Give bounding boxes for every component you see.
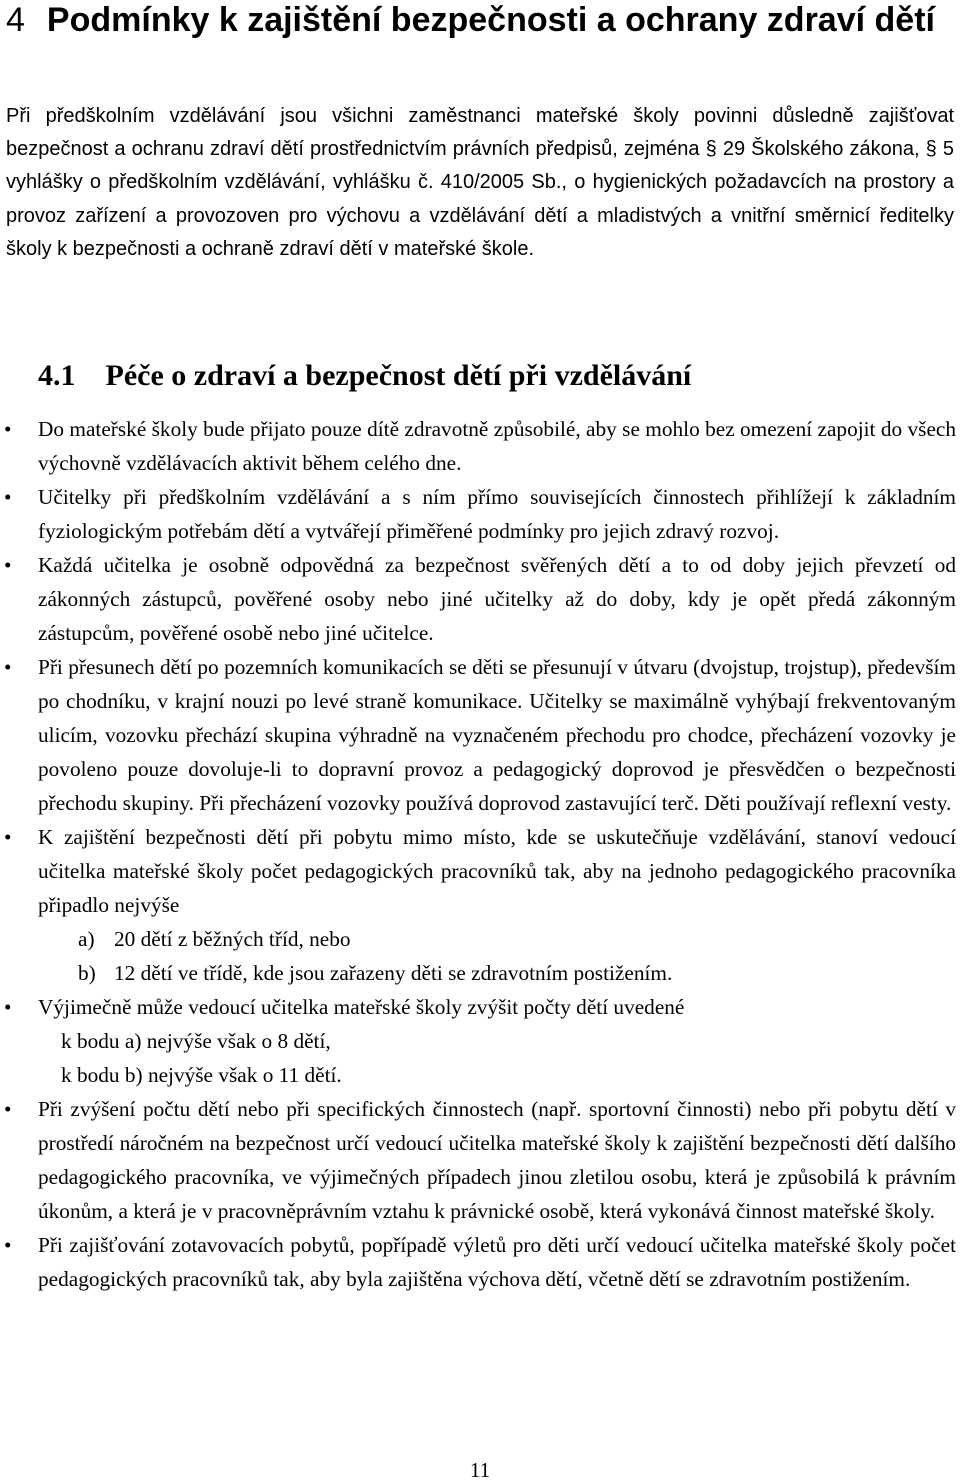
list-item [0,480,956,548]
bullet-icon: • [4,1097,12,1121]
bullet-list [0,412,956,1296]
sub-line: k bodu a) nejvýše však o 8 dětí, [61,1029,331,1053]
list-item-text: Učitelky při předškolním vzdělávání a s ním přímo souvisejících činnostech přihlížejí k základním fyziologickým potřebám dětí a vytvářejí přiměřené podmínky pro jejich zdravý rozvoj. [38,485,956,543]
sub-line: k bodu b) nejvýše však o 11 dětí. [61,1063,342,1087]
bullet-icon: • [4,825,12,849]
sub-item-text: 12 dětí ve třídě, kde jsou zařazeny děti se zdravotním postižením. [114,961,673,985]
list-item-text: Při zajišťování zotavovacích pobytů, popřípadě výletů pro děti určí vedoucí učitelka mateřské školy počet pedagogických pracovníků tak, aby byla zajištěna výchova dětí, včetně dětí se zdravotním postižením. [38,1233,956,1291]
list-item [0,1228,956,1296]
sub-item-label: b) [78,961,96,985]
bullet-icon: • [4,417,12,441]
list-item [0,412,956,480]
chapter-title: Podmínky k zajištění bezpečnosti a ochrany zdraví dětí [46,1,935,39]
bullet-icon: • [4,553,12,577]
sub-item-text: 20 dětí z běžných tříd, nebo [114,927,351,951]
list-item [0,548,956,650]
page-number: 11 [469,1458,491,1482]
sub-item-label: a) [78,927,95,951]
sub-item [38,922,956,956]
list-item [0,820,956,990]
list-item-text: Každá učitelka je osobně odpovědná za bezpečnost svěřených dětí a to od doby jejich převzetí od zákonných zástupců, pověřené osoby nebo jiné učitelky až do doby, kdy je opět předá zákonným zástupcům, pověřené osobě nebo jiné učitelce. [38,553,956,645]
list-item-text: Při přesunech dětí po pozemních komunikacích se děti se přesunují v útvaru (dvojstup, trojstup), především po chodníku, v krajní nouzi po levé straně komunikace. Učitelky se maximálně vyhýbají frekventovaným ulicím, vozovku přechází skupina výhradně na vyznačeném přechodu pro chodce, přecházení vozovky je povoleno pouze dovoluje-li to dopravní provoz a pedagogický doprovod je přesvědčen o bezpečnosti přechodu skupiny. Při přecházení vozovky používá doprovod zastavující terč. Děti používají reflexní vesty. [38,655,956,815]
list-item-text: K zajištění bezpečnosti dětí při pobytu mimo místo, kde se uskutečňuje vzdělávání, stanoví vedoucí učitelka mateřské školy počet pedagogických pracovníků tak, aby na jednoho pedagogického pracovníka připadlo nejvýše [38,825,956,917]
list-item [0,1092,956,1228]
list-item-text: Výjimečně může vedoucí učitelka mateřské školy zvýšit počty dětí uvedené [38,995,685,1019]
sub-item [38,956,956,990]
section-number: 4.1 [38,359,76,392]
bullet-icon: • [4,1233,12,1257]
chapter-number: 4 [6,1,25,39]
section-heading [38,356,691,396]
list-item-text: Při zvýšení počtu dětí nebo při specifických činnostech (např. sportovní činnosti) nebo při pobytu dětí v prostředí náročném na bezpečnost určí vedoucí učitelka mateřské školy k zajištění bezpečnosti dětí dalšího pedagogického pracovníka, ve výjimečných případech jinou zletilou osobu, která je způsobilá k právním úkonům, a která je v pracovněprávním vztahu k právnické osobě, která vykonává činnost mateřské školy. [38,1097,956,1223]
list-item-text: Do mateřské školy bude přijato pouze dítě zdravotně způsobilé, aby se mohlo bez omezení zapojit do všech výchovně vzdělávacích aktivit během celého dne. [38,417,956,475]
bullet-icon: • [4,995,12,1019]
list-item [0,650,956,820]
section-title: Péče o zdraví a bezpečnost dětí při vzdělávání [105,359,692,392]
bullet-icon: • [4,485,12,509]
list-item [0,990,956,1092]
chapter-heading [6,0,956,40]
bullet-icon: • [4,655,12,679]
intro-paragraph: Při předškolním vzdělávání jsou všichni zaměstnanci mateřské školy povinni důsledně zajišťovat bezpečnost a ochranu zdraví dětí prostřednictvím právních předpisů, zejména § 29 Školského zákona, § 5 vyhlášky o předškolním vzdělávání, vyhlášku č. 410/2005 Sb., o hygienických požadavcích na prostory a provoz zařízení a provozoven pro výchovu a vzdělávání dětí a mladistvých a vnitřní směrnicí ředitelky školy k bezpečnosti a ochraně zdraví dětí v mateřské škole. [6,105,954,260]
